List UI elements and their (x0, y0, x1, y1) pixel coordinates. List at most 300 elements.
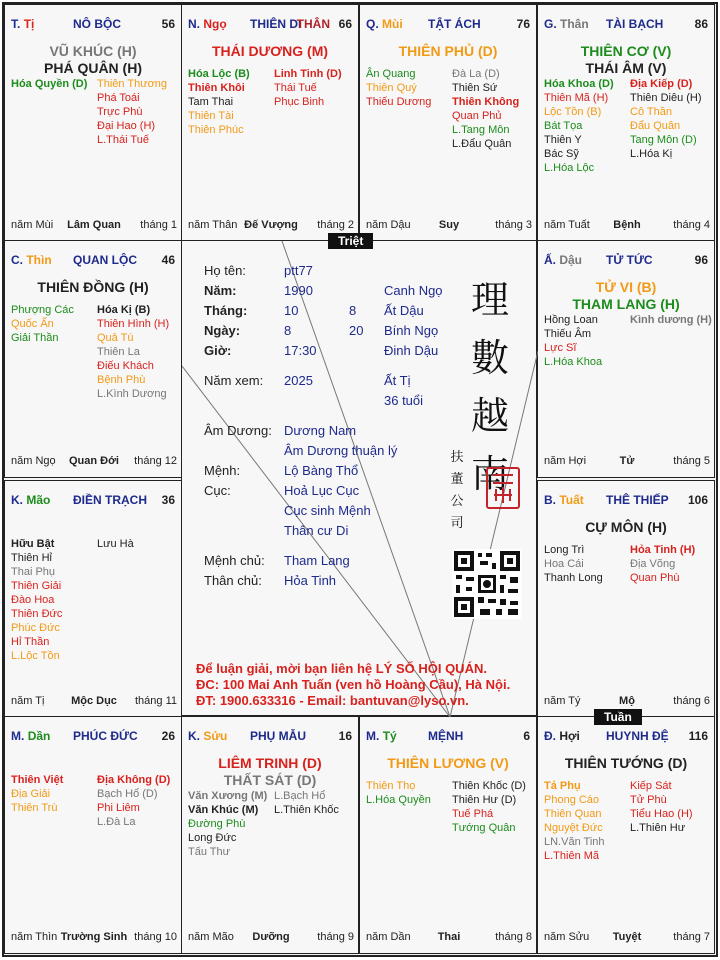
palace-month: tháng 8 (495, 931, 532, 943)
palace-name: QUAN LỘC (73, 253, 137, 267)
ngay-am-value: 20 (349, 323, 364, 338)
star-list-left (11, 773, 63, 815)
palace-footer (11, 931, 177, 945)
triet-marker: Triệt (328, 233, 373, 249)
menh-chu-label: Mệnh chủ: (204, 553, 265, 568)
menh-label: Mệnh: (204, 463, 241, 478)
star-item: Tử Phù (630, 794, 667, 806)
star-item: Thiên Quan (544, 808, 602, 820)
main-star: THIÊN LƯƠNG (V) (387, 755, 509, 771)
star-item: Tam Thai (188, 96, 234, 108)
cuc-note-1: Cục sinh Mệnh (284, 503, 371, 518)
star-item: Thiên Khốc (D) (452, 780, 526, 792)
star-item: Thiên Thương (97, 78, 168, 90)
contact-address: ĐC: 100 Mai Anh Tuấn (ven hồ Hoàng Cầu), Hà Nội. (196, 677, 511, 692)
star-item: Nguyệt Đức (544, 822, 603, 834)
star-item: Tướng Quân (452, 822, 516, 834)
calligraphy-char: 扶 (450, 450, 464, 465)
star-item: Thiên Hỉ (11, 552, 52, 564)
branch-name: Thân (560, 17, 589, 31)
palace-age: 76 (516, 17, 530, 31)
palace-name: NÔ BỘC (73, 17, 121, 31)
star-list-left (11, 77, 87, 91)
branch-prefix: M. (366, 729, 380, 743)
branch-name: Tuất (559, 493, 584, 507)
main-star: THẤT SÁT (D) (223, 772, 317, 788)
branch-name: Sửu (203, 729, 228, 743)
star-item: Quả Tú (97, 332, 134, 344)
star-item: Thiên Không (452, 96, 520, 108)
nam-xem-label: Năm xem: (204, 373, 264, 388)
star-item: Thiên Y (544, 134, 582, 146)
star-item: Trực Phù (97, 106, 143, 118)
star-item: L.Thiên Mã (544, 850, 600, 862)
palace-year: năm Ngọ (11, 455, 56, 467)
palace-cell-tuat[interactable] (537, 480, 715, 718)
palace-footer (544, 695, 710, 709)
life-stage: Mộ (619, 695, 635, 707)
star-item: L.Hóa Kị (630, 148, 673, 160)
palace-footer (188, 931, 354, 945)
star-item: L.Lộc Tồn (11, 650, 60, 662)
star-list-left (188, 67, 250, 137)
star-item: Phúc Đức (11, 622, 60, 634)
am-duong-value: Dương Nam (284, 423, 357, 438)
life-stage: Lâm Quan (67, 219, 121, 231)
palace-footer (11, 455, 177, 469)
calligraphy-char: 公 (450, 494, 464, 509)
star-item: Địa Giải (11, 788, 51, 800)
nam-xem-can-chi: Ất Tị (384, 373, 411, 388)
star-item: LN.Văn Tinh (544, 836, 605, 848)
star-item: Đại Hao (H) (97, 120, 156, 132)
star-list-left (366, 67, 431, 109)
star-item: Hỉ Thần (11, 636, 50, 648)
star-item: Đường Phù (188, 818, 246, 830)
nam-label: Năm: (204, 283, 237, 298)
star-item: Thiên Việt (11, 774, 64, 786)
cuc-value: Hoả Lục Cục (284, 483, 360, 498)
branch-name: Ngọ (203, 17, 227, 31)
palace-cell-thin[interactable] (4, 240, 182, 478)
star-item: L.Đẩu Quân (452, 138, 512, 150)
star-item: Quan Phù (630, 572, 680, 584)
branch-prefix: C. (11, 253, 23, 267)
palace-month: tháng 1 (140, 219, 177, 231)
life-stage: Đế Vượng (244, 219, 298, 231)
palace-footer (366, 219, 532, 233)
star-item: Thiên Thọ (366, 780, 416, 792)
star-item: Bác Sỹ (544, 148, 579, 160)
palace-header (11, 729, 177, 745)
star-item: Thái Tuế (274, 82, 317, 94)
star-item: Thiên Giải (11, 580, 62, 592)
palace-age: 26 (161, 729, 175, 743)
star-item: L.Thái Tuế (97, 134, 149, 146)
palace-age: 106 (687, 493, 708, 507)
star-item: Thanh Long (544, 572, 603, 584)
main-star: THÁI DƯƠNG (M) (211, 43, 329, 59)
palace-name: TỬ TỨC (606, 253, 653, 267)
star-list-left (544, 77, 614, 175)
star-item: L.Hóa Lộc (544, 162, 595, 174)
palace-month: tháng 4 (673, 219, 710, 231)
side-calligraphy (448, 447, 466, 535)
palace-month: tháng 6 (673, 695, 710, 707)
star-item: Thiên Phúc (188, 124, 244, 136)
palace-age: 56 (161, 17, 175, 31)
palace-year: năm Tý (544, 695, 581, 707)
star-item: Đẩu Quân (630, 120, 681, 132)
palace-header (11, 493, 177, 509)
star-item: Long Trì (544, 544, 585, 556)
star-item: Tiểu Hao (H) (630, 808, 693, 820)
star-item: Linh Tinh (D) (274, 68, 342, 80)
main-star: THIÊN ĐỒNG (H) (37, 279, 149, 295)
palace-month: tháng 12 (134, 455, 177, 467)
branch-prefix: Đ. (544, 729, 556, 743)
star-item: Thiên Hình (H) (97, 318, 170, 330)
palace-month: tháng 7 (673, 931, 710, 943)
contact-phone-email[interactable]: ĐT: 1900.633316 - Email: bantuvan@lyso.vn. (196, 693, 469, 708)
am-duong-label: Âm Dương: (204, 423, 272, 438)
star-item: Tuế Phá (452, 808, 494, 820)
branch-prefix: M. (11, 729, 25, 743)
life-stage: Suy (438, 219, 460, 231)
star-item: Bát Tọa (544, 120, 583, 132)
star-item: Thiên Sứ (452, 82, 498, 94)
star-item: Hóa Quyền (D) (11, 78, 88, 90)
palace-cell-ngo[interactable] (181, 4, 359, 242)
star-item: Thiên Khôi (188, 82, 245, 94)
branch-prefix: K. (188, 729, 200, 743)
palace-cell-than[interactable] (537, 4, 715, 242)
ho-ten-label: Họ tên: (204, 263, 246, 278)
star-item: Quốc Ấn (11, 318, 54, 330)
star-item: Phá Toái (97, 92, 140, 104)
star-item: Văn Khúc (M) (188, 804, 259, 816)
palace-cell-dau[interactable] (537, 240, 715, 478)
star-item: Phượng Các (11, 304, 74, 316)
star-item: Hữu Bật (11, 538, 55, 550)
thang-value: 10 (284, 303, 299, 318)
life-stage: Thai (437, 931, 461, 943)
palace-footer (11, 219, 177, 233)
palace-header (544, 729, 710, 745)
life-stage: Quan Đới (69, 455, 119, 467)
branch-prefix: N. (188, 17, 200, 31)
palace-header (366, 17, 532, 33)
star-item: L.Đà La (97, 816, 136, 828)
star-list-left (366, 779, 431, 807)
palace-age: 66 (338, 17, 352, 31)
star-item: Địa Không (D) (97, 774, 171, 786)
palace-year: năm Dậu (366, 219, 411, 231)
branch-name: Tị (23, 17, 35, 31)
star-item: L.Thiên Hư (630, 822, 686, 834)
star-list-right (630, 313, 712, 327)
ngay-value: 8 (284, 323, 292, 338)
star-item: Địa Võng (630, 558, 676, 570)
palace-age: 86 (694, 17, 708, 31)
star-item: Đào Hoa (11, 594, 55, 606)
star-item: Địa Kiếp (D) (630, 78, 693, 90)
star-list-right (97, 303, 169, 401)
palace-age: 116 (688, 729, 708, 743)
calligraphy-char: 數 (470, 336, 509, 380)
tuan-marker: Tuần (594, 709, 642, 725)
palace-year: năm Sửu (544, 931, 590, 943)
palace-year: năm Tị (11, 695, 45, 707)
star-item: Bạch Hổ (D) (97, 788, 158, 800)
palace-cell-ty[interactable] (4, 4, 182, 242)
palace-month: tháng 11 (134, 695, 177, 707)
star-item: Lực Sĩ (544, 342, 577, 354)
branch-name: Mão (26, 493, 51, 507)
star-item: Giải Thần (11, 332, 59, 344)
branch-prefix: T. (11, 17, 21, 31)
branch-prefix: Q. (366, 17, 379, 31)
star-item: Thiên Tài (188, 110, 234, 122)
star-list-right (97, 773, 170, 829)
star-item: Thiên Đức (11, 608, 63, 620)
star-item: Ân Quang (366, 68, 416, 80)
life-stage: Trường Sinh (60, 931, 128, 943)
cuc-note-2: Thân cư Di (284, 523, 349, 538)
star-item: L.Tang Môn (452, 124, 510, 136)
star-item: L.Hóa Quyền (366, 794, 431, 806)
palace-age: 96 (694, 253, 708, 267)
star-item: L.Thiên Khốc (274, 804, 339, 816)
gio-label: Giờ: (204, 343, 232, 358)
branch-name: Mùi (382, 17, 403, 31)
star-item: Long Đức (188, 832, 237, 844)
nam-xem-value: 2025 (284, 373, 313, 388)
main-star: LIÊM TRINH (D) (218, 755, 322, 771)
center-info-panel (181, 240, 537, 716)
star-list-left (188, 789, 267, 859)
star-item: Kiếp Sát (630, 780, 672, 792)
star-item: Quan Phủ (452, 110, 502, 122)
star-item: Tả Phụ (544, 780, 581, 792)
palace-month: tháng 10 (134, 931, 177, 943)
star-item: Thiên Hư (D) (452, 794, 517, 806)
palace-name: PHỤ MẪU (250, 729, 306, 743)
star-item: Lưu Hà (97, 538, 134, 550)
palace-header (366, 729, 532, 745)
main-star: THIÊN CƠ (V) (580, 43, 672, 59)
palace-header (11, 17, 177, 33)
gio-value: 17:30 (284, 343, 317, 358)
star-list-right (97, 77, 167, 147)
ngay-can-chi: Bính Ngọ (384, 323, 439, 338)
palace-month: tháng 5 (673, 455, 710, 467)
star-list-left (11, 537, 62, 663)
star-list-right (630, 543, 695, 585)
nam-can-chi: Canh Ngọ (384, 283, 443, 298)
main-star: TỬ VI (B) (595, 279, 657, 295)
star-item: Lộc Tồn (B) (544, 106, 602, 118)
menh-value: Lộ Bàng Thổ (284, 463, 359, 478)
palace-month: tháng 3 (495, 219, 532, 231)
palace-cell-hoi[interactable] (537, 716, 715, 954)
star-item: Hóa Lộc (B) (188, 68, 250, 80)
star-item: L.Kình Dương (97, 388, 167, 400)
palace-name: ĐIỀN TRẠCH (73, 493, 147, 507)
star-item: Hồng Loan (544, 314, 598, 326)
star-list-right (630, 77, 702, 161)
am-duong-note: Âm Dương thuận lý (284, 443, 398, 458)
star-item: L.Bạch Hổ (274, 790, 326, 802)
star-item: Phi Liêm (97, 802, 140, 814)
palace-cell-suu[interactable] (181, 716, 359, 954)
palace-year: năm Mùi (11, 219, 54, 231)
ho-ten-value: ptt77 (284, 263, 313, 278)
star-item: Văn Xương (M) (188, 790, 268, 802)
palace-name: TẬT ÁCH (428, 17, 481, 31)
than-chu-label: Thân chủ: (204, 573, 262, 588)
star-item: Điếu Khách (97, 360, 154, 372)
palace-header (11, 253, 177, 269)
star-item: Thiếu Âm (544, 328, 592, 340)
thang-label: Tháng: (204, 303, 248, 318)
palace-name: THÊ THIẾP (606, 493, 669, 507)
star-list-right (630, 779, 693, 835)
star-item: Tấu Thư (188, 846, 231, 858)
red-seal-icon (486, 467, 520, 509)
palace-year: năm Dần (366, 931, 411, 943)
star-item: Thai Phụ (11, 566, 56, 578)
palace-header (188, 729, 354, 745)
star-list-left (544, 543, 603, 585)
calligraphy-char: 越 (470, 394, 509, 438)
main-star: THIÊN PHỦ (D) (398, 43, 498, 59)
palace-year: năm Thìn (11, 931, 58, 943)
branch-name: Dần (27, 729, 51, 743)
star-item: Thiên Mã (H) (544, 92, 609, 104)
palace-footer (11, 695, 177, 709)
main-star: PHÁ QUÂN (H) (44, 60, 142, 76)
calligraphy-char: 司 (450, 516, 464, 531)
palace-year: năm Hợi (544, 455, 587, 467)
palace-name: PHÚC ĐỨC (73, 729, 138, 743)
star-item: Thiếu Dương (366, 96, 432, 108)
star-item: Thiên Diêu (H) (630, 92, 702, 104)
life-stage: Tử (619, 455, 635, 467)
menh-chu-value: Tham Lang (284, 553, 350, 568)
life-stage: Tuyệt (612, 931, 642, 943)
star-list-right (274, 67, 342, 109)
thang-am-value: 8 (349, 303, 357, 318)
branch-prefix: G. (544, 17, 557, 31)
contact-line-1: Để luận giải, mời bạn liên hệ LÝ SỐ HỘI QUÁN. (196, 661, 487, 676)
palace-age: 36 (161, 493, 175, 507)
than-chu-value: Hỏa Tinh (284, 573, 337, 588)
life-stage: Dưỡng (252, 931, 290, 943)
palace-footer (188, 219, 354, 233)
main-star: CỰ MÔN (H) (585, 519, 667, 535)
palace-footer (366, 931, 532, 945)
palace-year: năm Mão (188, 931, 234, 943)
star-item: Kình dương (H) (630, 314, 712, 326)
star-item: Thiên Trù (11, 802, 58, 814)
palace-cell-mao[interactable] (4, 480, 182, 718)
palace-age: 6 (523, 729, 530, 743)
branch-prefix: K. (11, 493, 23, 507)
main-star: THAM LANG (H) (572, 296, 680, 312)
palace-header (544, 493, 710, 509)
star-item: Bệnh Phù (97, 374, 146, 386)
palace-header (188, 17, 354, 33)
star-item: Hỏa Tinh (H) (630, 544, 696, 556)
gio-can-chi: Đinh Dậu (384, 343, 439, 358)
star-item: Thiên La (97, 346, 140, 358)
palace-month: tháng 9 (317, 931, 354, 943)
palace-name: THIÊN DI (250, 17, 302, 31)
star-list-left (11, 303, 74, 345)
star-list-left (544, 313, 602, 369)
branch-prefix: B. (544, 493, 556, 507)
palace-cell-dan[interactable] (4, 716, 182, 954)
branch-name: Hợi (559, 729, 580, 743)
palace-year: năm Tuất (544, 219, 590, 231)
qr-code-icon[interactable] (452, 549, 522, 619)
thang-can-chi: Ất Dậu (384, 303, 424, 318)
palace-age: 46 (161, 253, 175, 267)
star-list-left (544, 779, 605, 863)
star-list-right (274, 789, 339, 817)
star-item: Hoa Cái (544, 558, 584, 570)
star-item: Tang Môn (D) (630, 134, 697, 146)
star-item: Phục Binh (274, 96, 325, 108)
star-item: Đà La (D) (452, 68, 500, 80)
palace-age: 16 (338, 729, 352, 743)
palace-footer (544, 931, 710, 945)
palace-footer (544, 455, 710, 469)
calligraphy-char: 南 (470, 452, 509, 496)
life-stage: Bệnh (613, 219, 641, 231)
branch-name: Dậu (559, 253, 583, 267)
palace-footer (544, 219, 710, 233)
star-item: Hóa Kị (B) (97, 304, 151, 316)
star-item: Thiên Quý (366, 82, 417, 94)
star-item: Cô Thần (630, 106, 672, 118)
palace-month: tháng 2 (317, 219, 354, 231)
than-marker: THÂN (296, 17, 330, 31)
branch-name: Thìn (26, 253, 52, 267)
palace-cell-ty2[interactable] (359, 716, 537, 954)
main-star: VŨ KHÚC (H) (49, 43, 137, 59)
nam-value: 1990 (284, 283, 313, 298)
star-list-right (97, 537, 134, 551)
life-stage: Mộc Dục (71, 695, 117, 707)
branch-name: Tý (382, 729, 397, 743)
main-star: THIÊN TƯỚNG (D) (564, 755, 688, 771)
palace-name: HUYNH ĐỆ (606, 729, 669, 743)
star-list-right (452, 67, 519, 151)
palace-cell-mui[interactable] (359, 4, 537, 242)
branch-prefix: Ấ. (544, 253, 556, 267)
palace-year: năm Thân (188, 219, 238, 231)
star-item: L.Hóa Khoa (544, 356, 603, 368)
tuoi-value: 36 tuổi (384, 393, 424, 408)
ngay-label: Ngày: (204, 323, 241, 338)
main-star: THÁI ÂM (V) (585, 60, 667, 76)
calligraphy-char: 董 (450, 472, 464, 487)
palace-header (544, 17, 710, 33)
palace-name: MỆNH (428, 729, 464, 743)
cuc-label: Cục: (204, 483, 231, 498)
